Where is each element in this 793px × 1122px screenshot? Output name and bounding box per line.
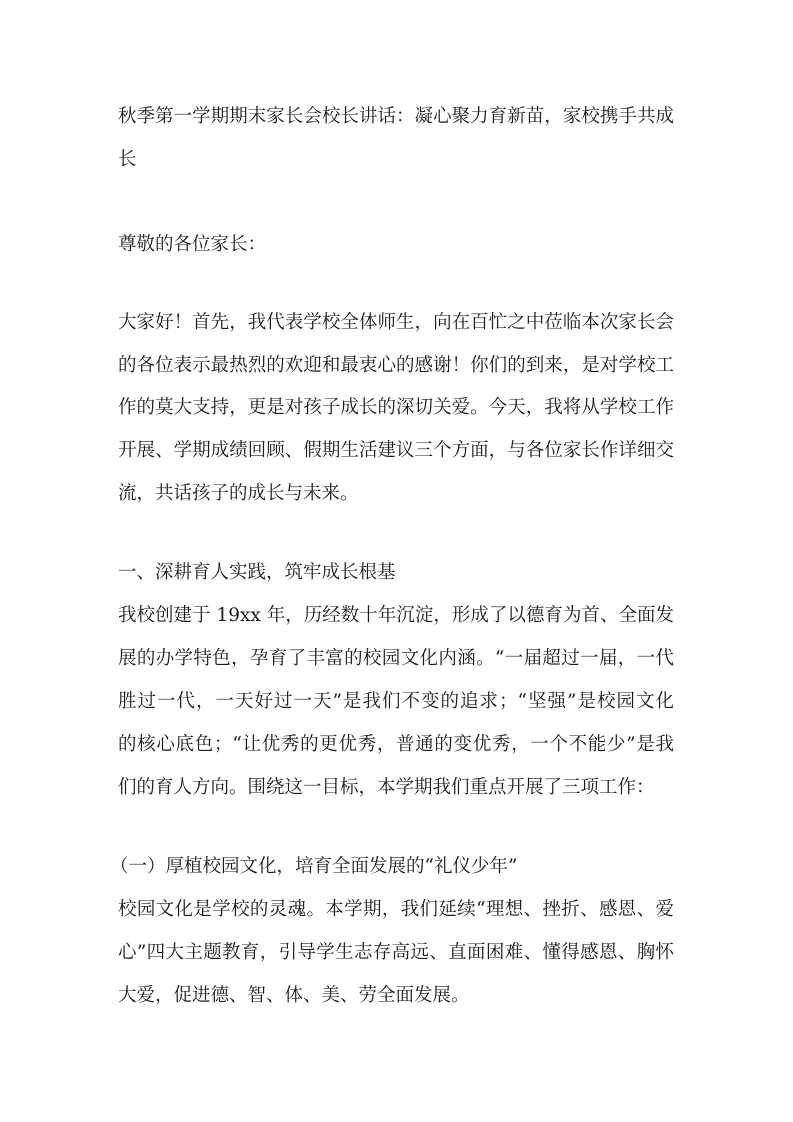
intro-line-1: 大家好！首先，我代表学校全体师生，向在百忙之中莅临本次家长会 [118, 312, 674, 333]
intro-line-5: 流，共话孩子的成长与未来。 [118, 483, 359, 504]
subsection-1-line-2: 心”四大主题教育，引导学生志存高远、直面困难、懂得感恩、胸怀 [118, 942, 674, 963]
section-1-line-5: 们的育人方向。围绕这一目标，本学期我们重点开展了三项工作： [118, 777, 655, 798]
section-1-line-1: 我校创建于 19xx 年，历经数十年沉淀，形成了以德育为首、全面发 [118, 605, 674, 626]
subsection-1-line-1: 校园文化是学校的灵魂。本学期，我们延续“理想、挫折、感恩、爱 [118, 899, 674, 920]
salutation: 尊敬的各位家长： [118, 234, 267, 255]
section-1-line-2: 展的办学特色，孕育了丰富的校园文化内涵。“一届超过一届，一代 [118, 648, 674, 669]
section-1-line-4: 的核心底色；“让优秀的更优秀，普通的变优秀，一个不能少”是我 [118, 734, 674, 755]
section-1-heading: 一、深耕育人实践，筑牢成长根基 [118, 562, 396, 583]
intro-line-3: 作的莫大支持，更是对孩子成长的深切关爱。今天，我将从学校工作 [118, 397, 674, 418]
document-title-line-1: 秋季第一学期期末家长会校长讲话：凝心聚力育新苗，家校携手共成 [118, 106, 674, 127]
subsection-1-line-3: 大爱，促进德、智、体、美、劳全面发展。 [118, 985, 470, 1006]
intro-line-4: 开展、学期成绩回顾、假期生活建议三个方面，与各位家长作详细交 [118, 440, 674, 461]
intro-line-2: 的各位表示最热烈的欢迎和最衷心的感谢！你们的到来，是对学校工 [118, 355, 674, 376]
subsection-1-heading: （一）厚植校园文化，培育全面发展的“礼仪少年” [110, 856, 518, 877]
document-title-line-2: 长 [118, 149, 137, 170]
section-1-line-3: 胜过一代，一天好过一天”是我们不变的追求；“坚强”是校园文化 [118, 691, 674, 712]
